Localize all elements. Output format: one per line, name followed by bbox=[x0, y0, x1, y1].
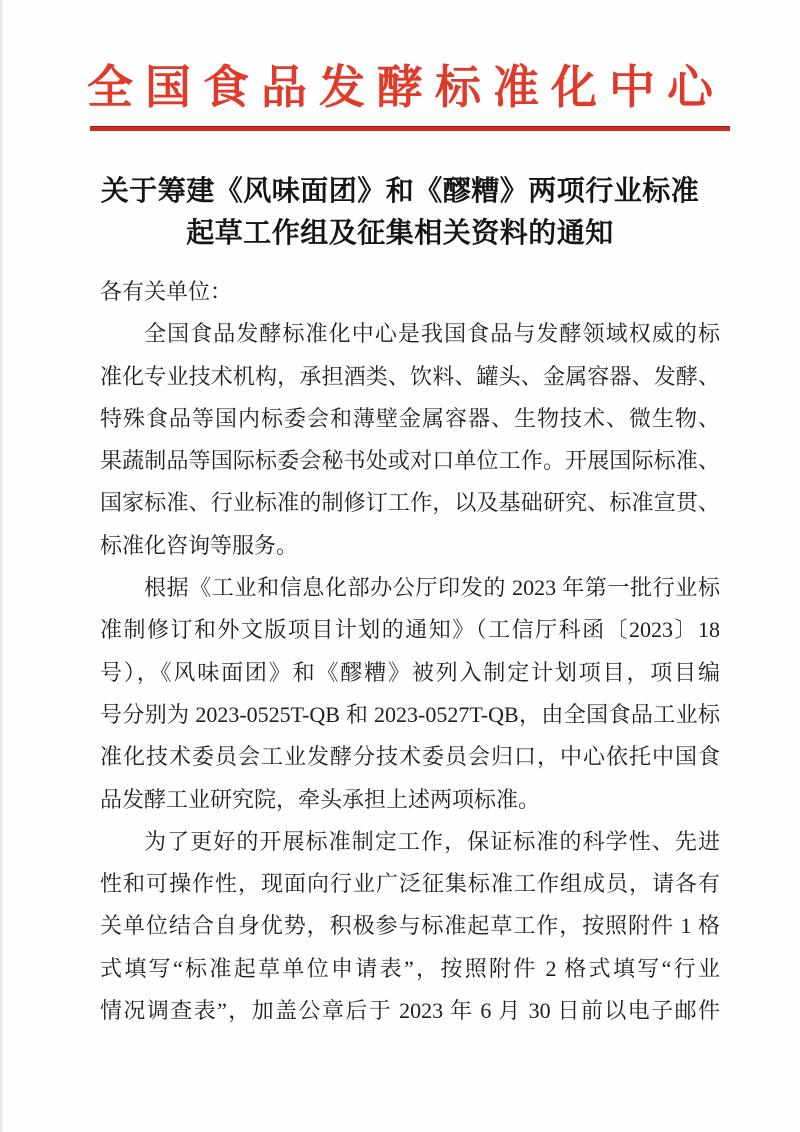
doc-title-line1: 关于筹建《风味面团》和《醪糟》两项行业标准 bbox=[100, 176, 700, 207]
body-line: 准化专业技术机构，承担酒类、饮料、罐头、金属容器、发酵、 bbox=[100, 363, 720, 389]
org-name: 全国食品发酵标准化中心 bbox=[87, 62, 725, 113]
scan-edge bbox=[0, 0, 3, 1132]
body-line: 根据《工业和信息化部办公厅印发的 2023 年第一批行业标 bbox=[144, 575, 720, 601]
body-line: 性和可操作性，现面向行业广泛征集标准工作组成员，请各有 bbox=[100, 871, 720, 897]
body-lines bbox=[100, 313, 720, 1032]
body-line: 关单位结合自身优势，积极参与标准起草工作，按照附件 1 格 bbox=[100, 913, 720, 939]
letterhead bbox=[0, 0, 800, 131]
body-line: 准制修订和外文版项目计划的通知》（工信厅科函〔2023〕18 bbox=[100, 617, 720, 643]
body-line: 果蔬制品等国际标委会秘书处或对口单位工作。开展国际标准、 bbox=[100, 448, 720, 474]
salutation: 各有关单位： bbox=[100, 279, 233, 304]
body-line: 全国食品发酵标准化中心是我国食品与发酵领域权威的标 bbox=[144, 321, 720, 347]
doc-title bbox=[0, 171, 800, 255]
body-line: 情况调查表”，加盖公章后于 2023 年 6 月 30 日前以电子邮件 bbox=[100, 998, 720, 1024]
body-line: 国家标准、行业标准的制修订工作，以及基础研究、标准宣贯、 bbox=[100, 490, 720, 516]
body-line: 标准化咨询等服务。 bbox=[100, 532, 299, 558]
body-line: 式填写“标准起草单位申请表”，按照附件 2 格式填写“行业 bbox=[100, 955, 720, 981]
letterhead-divider bbox=[90, 126, 730, 131]
body-line: 号），《风味面团》和《醪糟》被列入制定计划项目，项目编 bbox=[100, 659, 720, 685]
body-line: 准化技术委员会工业发酵分技术委员会归口，中心依托中国食 bbox=[100, 744, 720, 770]
body-line: 特殊食品等国内标委会和薄壁金属容器、生物技术、微生物、 bbox=[100, 405, 720, 431]
body-line: 号分别为 2023-0525T-QB 和 2023-0527T-QB，由全国食品工业标 bbox=[100, 701, 720, 727]
doc-body bbox=[0, 271, 800, 1032]
body-line: 为了更好的开展标准制定工作，保证标准的科学性、先进 bbox=[144, 828, 720, 854]
body-line: 品发酵工业研究院，牵头承担上述两项标准。 bbox=[100, 786, 541, 812]
doc-title-line2: 起草工作组及征集相关资料的通知 bbox=[186, 218, 614, 249]
